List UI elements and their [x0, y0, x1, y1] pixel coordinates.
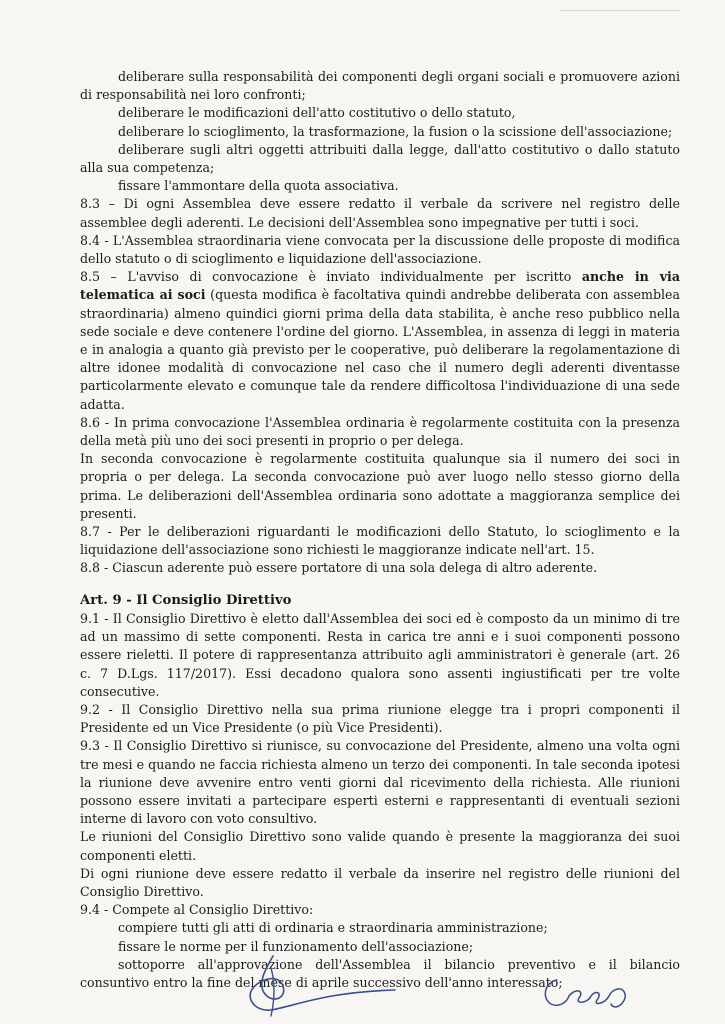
paragraph-8-6-second: In seconda convocazione è regolarmente costituita qualunque sia il numero dei soci in propria o per delega. La seconda convocazione può aver luogo nello stesso giorno della prima. Le deliberazioni dell'Assemblea ordinaria sono adottate a maggioranza semplice dei presenti.	[80, 451, 680, 521]
paragraph-8-7: 8.7 - Per le deliberazioni riguardanti le modificazioni dello Statuto, lo scioglimento e la liquidazione dell'associazione sono richiesti le maggioranze indicate nell'art. 15.	[80, 524, 680, 558]
signature-right	[535, 968, 645, 1018]
paragraph-9-4: 9.4 - Compete al Consiglio Direttivo:	[80, 902, 314, 918]
list-item-9-4-b: fissare le norme per il funzionamento dell'associazione;	[118, 938, 474, 954]
paragraph-8-5	[80, 268, 680, 414]
paragraph-9-3-minutes: Di ogni riunione deve essere redatto il verbale da inserire nel registro delle riunioni del Consiglio Direttivo.	[80, 865, 680, 899]
paragraph-8-5-rest: (questa modifica è facoltativa quindi andrebbe deliberata con assemblea straordinaria) almeno quindici giorni prima della data stabilita, è anche reso pubblico nella sede sociale e deve contenere l'ordine del giorno. L'Assemblea, in assenza di leggi in materia e in analogia a quanto già previsto per le cooperative, può deliberare la regolamentazione di altre idonee modalità di convocazione nel caso che il numero degli aderenti diventasse particolarmente elevato e comunque tale da rendere difficoltosa l'individuazione di una sede adatta.	[80, 287, 680, 412]
paragraph-9-1: 9.1 - Il Consiglio Direttivo è eletto dall'Assemblea dei soci ed è composto da un minimo di tre ad un massimo di sette componenti. Resta in carica tre anni e i suoi componenti possono essere rieletti. Il potere di rappresentanza attribuito agli amministratori è generale (art. 26 c. 7 D.Lgs. 117/2017). Essi decadono qualora sono assenti ingiustificati per tre volte consecutive.	[80, 610, 680, 699]
signature-left	[235, 948, 405, 1020]
paragraph-2: deliberare le modificazioni dell'atto costitutivo o dello statuto,	[118, 105, 516, 121]
paragraph-8-6: 8.6 - In prima convocazione l'Assemblea ordinaria è regolarmente costituita con la presenza della metà più uno dei soci presenti in proprio o per delega.	[80, 414, 680, 449]
article-9-heading: Art. 9 - Il Consiglio Direttivo	[80, 592, 292, 608]
faint-header-mark	[560, 10, 680, 17]
paragraph-4: deliberare sugli altri oggetti attribuiti dalla legge, dall'atto costitutivo o dallo statuto alla sua competenza;	[80, 141, 680, 176]
document-page	[80, 68, 680, 992]
paragraph-8-8: 8.8 - Ciascun aderente può essere portatore di una sola delega di altro aderente.	[80, 560, 598, 576]
list-item-9-4-c: sottoporre all'approvazione dell'Assemblea il bilancio preventivo e il bilancio consuntivo entro la fine del mese di aprile successivo dell'anno interessato;	[80, 956, 680, 990]
paragraph-8-5-start: 8.5 – L'avviso di convocazione è inviato individualmente per iscritto	[80, 269, 572, 285]
list-item-9-4-a: compiere tutti gli atti di ordinaria e straordinaria amministrazione;	[118, 920, 548, 936]
paragraph-3: deliberare lo scioglimento, la trasformazione, la fusion o la scissione dell'associazione;	[118, 123, 673, 139]
paragraph-9-3-validity: Le riunioni del Consiglio Direttivo sono valide quando è presente la maggioranza dei suoi componenti eletti.	[80, 829, 680, 863]
paragraph-9-3: 9.3 - Il Consiglio Direttivo si riunisce, su convocazione del Presidente, almeno una volta ogni tre mesi e quando ne faccia richiesta almeno un terzo dei componenti. In tale seconda ipotesi la riunione deve avvenire entro venti giorni dal ricevimento della richiesta. Alle riunioni possono essere invitati a partecipare esperti esterni e rappresentanti di eventuali sezioni interne di lavoro con voto consultivo.	[80, 738, 680, 827]
paragraph-8-5-bold: anche in via telematica ai soci	[80, 269, 680, 303]
paragraph-8-4: 8.4 - L'Assemblea straordinaria viene convocata per la discussione delle proposte di modifica dello statuto o di scioglimento e liquidazione dell'associazione.	[80, 232, 680, 267]
paragraph-9-2: 9.2 - Il Consiglio Direttivo nella sua prima riunione elegge tra i propri componenti il Presidente ed un Vice Presidente (o più Vice Presidenti).	[80, 701, 680, 736]
paragraph-5: fissare l'ammontare della quota associativa.	[118, 178, 399, 194]
paragraph-1: deliberare sulla responsabilità dei componenti degli organi sociali e promuovere azioni di responsabilità nei loro confronti;	[80, 69, 680, 103]
paragraph-8-3: 8.3 – Di ogni Assemblea deve essere redatto il verbale da scrivere nel registro delle assemblee degli aderenti. Le decisioni dell'Assemblea sono impegnative per tutti i soci.	[80, 196, 680, 230]
